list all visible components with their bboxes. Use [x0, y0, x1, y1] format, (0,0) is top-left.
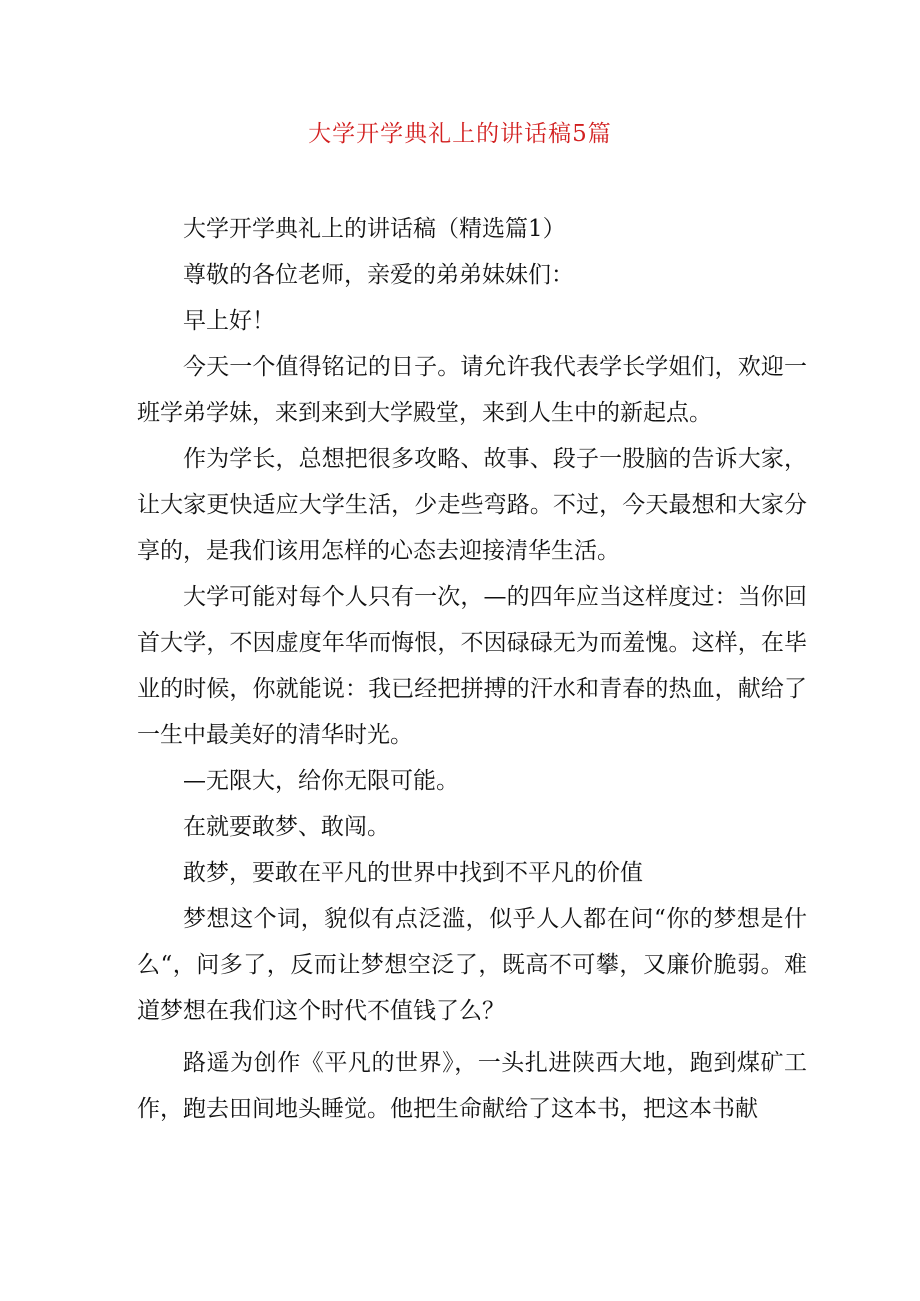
paragraph-dream-heading: 敢梦，要敢在平凡的世界中找到不平凡的价值: [183, 860, 643, 886]
paragraph-heading: 大学开学典礼上的讲话稿（精选篇1）: [183, 216, 566, 242]
paragraph-dream: 梦想这个词，貌似有点泛滥，似乎人人都在问“你的梦想是什么“，问多了，反而让梦想空泛了，既高不可攀，又廉价脆弱。难道梦想在我们这个时代不值钱了么？: [137, 906, 807, 1024]
document-body: [137, 206, 807, 1132]
paragraph-welcome: 今天一个值得铭记的日子。请允许我代表学长学姐们，欢迎一班学弟学妹，来到来到大学殿堂，来到人生中的新起点。: [137, 354, 807, 426]
paragraph-salutation: 尊敬的各位老师，亲爱的弟弟妹妹们：: [183, 262, 574, 288]
document-title: 大学开学典礼上的讲话稿5篇: [308, 121, 612, 147]
paragraph-luyao: 路遥为创作《平凡的世界》，一头扎进陕西大地，跑到煤矿工作，跑去田间地头睡觉。他把生命献给了这本书，把这本书献: [137, 1050, 807, 1122]
paragraph-greeting: 早上好！: [183, 308, 275, 334]
paragraph-infinite: —无限大，给你无限可能。: [183, 768, 459, 794]
paragraph-dare: 在就要敢梦、敢闯。: [183, 814, 390, 840]
paragraph-advice: 作为学长，总想把很多攻略、故事、段子一股脑的告诉大家，让大家更快适应大学生活，少走些弯路。不过，今天最想和大家分享的，是我们该用怎样的心态去迎接清华生活。: [137, 446, 807, 564]
paragraph-four-years: 大学可能对每个人只有一次，—的四年应当这样度过：当你回首大学，不因虚度年华而悔恨，不因碌碌无为而羞愧。这样，在毕业的时候，你就能说：我已经把拼搏的汗水和青春的热血，献给了一生中最美好的清华时光。: [137, 584, 807, 748]
